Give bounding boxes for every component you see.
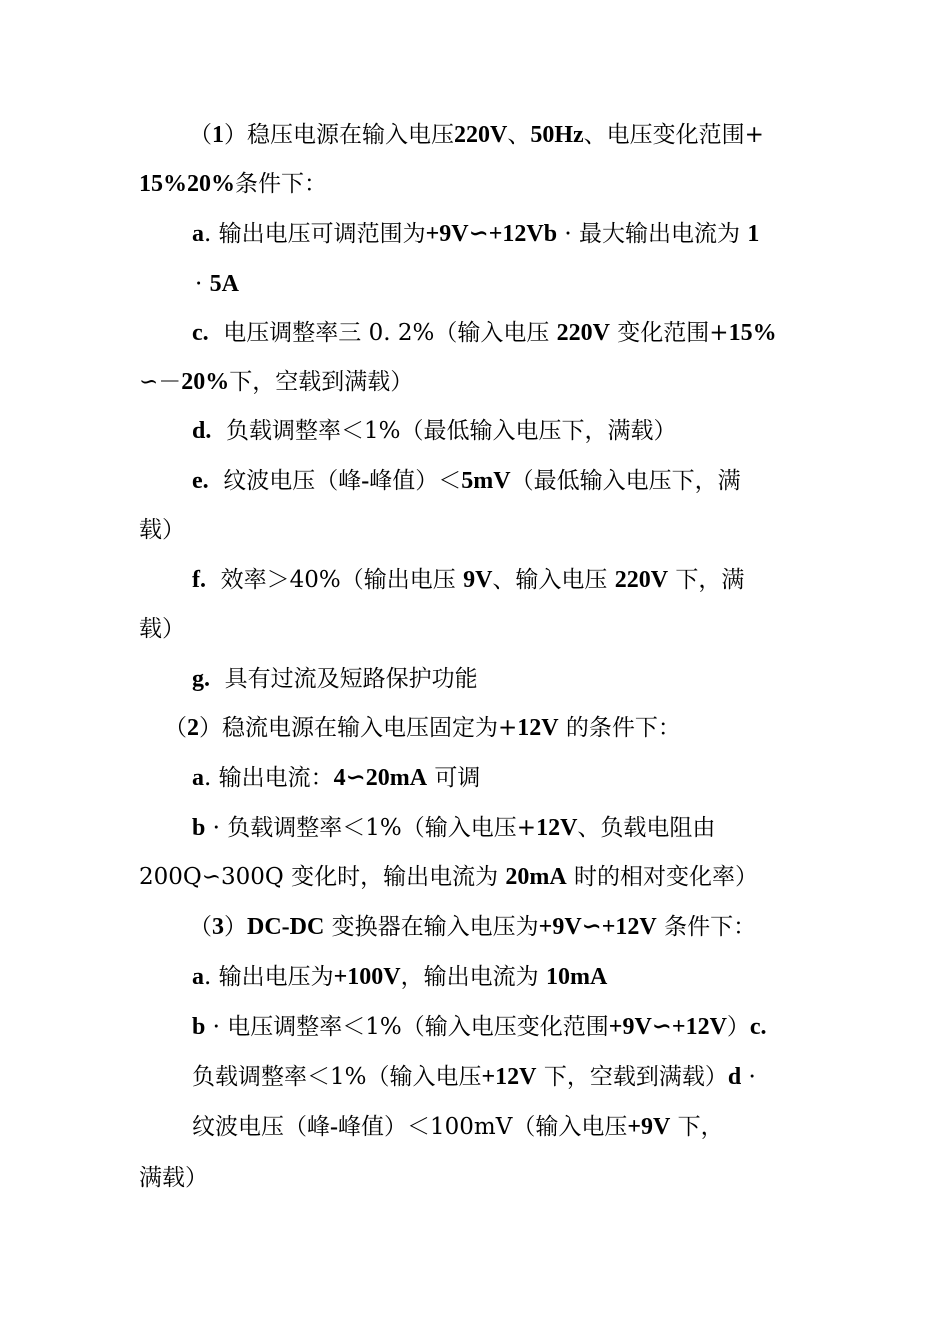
item-text: 负载调整率＜1%（输入电压: [192, 1064, 482, 1090]
item-text: 峰值）＜100mV（输入电压: [338, 1114, 628, 1140]
spec-item-d: [192, 416, 676, 446]
item-text: 满载）: [139, 1165, 208, 1191]
item-text: 变化范围+: [610, 320, 729, 346]
item-text: （最低输入电压下，满: [510, 468, 741, 494]
item-label: c.: [192, 320, 209, 346]
value-range: +9V∽+12V: [538, 914, 657, 940]
item-text: 、负载电阻由: [577, 815, 716, 841]
value-current: 10mA: [545, 964, 608, 990]
value-100v: +100V: [333, 964, 401, 990]
section2-heading-text: ）稳流电源在输入电压固定为+: [199, 715, 518, 741]
section1-number: 1: [212, 122, 224, 148]
separator: 、: [507, 122, 531, 148]
value-range: +9V∽+12Vb: [425, 221, 558, 247]
item-text: 效率＞40%（输出电压: [220, 567, 464, 593]
item-text: . 输出电压为: [204, 964, 334, 990]
item-text: 纹波电压（峰: [223, 468, 362, 494]
value-50hz: 50Hz: [530, 122, 584, 148]
item-text: 负载调整率＜1%（最低输入电压下，满载）: [225, 418, 677, 444]
value-220v: 220V: [556, 320, 610, 346]
item-text: 下，满: [668, 567, 745, 593]
spec-item-b-cont: [139, 862, 758, 892]
section1-heading-cont: [139, 169, 327, 199]
spec-item-a: [192, 763, 480, 793]
section2-heading: （2）稳流电源在输入电压固定为+12V 的条件下：: [164, 715, 681, 741]
value-range: 15%20%: [139, 171, 235, 197]
item-label: d.: [192, 418, 212, 444]
item-text: 时的相对变化率）: [566, 864, 759, 890]
item-text: 下，: [670, 1114, 724, 1140]
item-label: b: [192, 1014, 206, 1040]
dot: ·: [195, 271, 203, 297]
item-text: . 输出电压可调范围为: [204, 221, 426, 247]
section3-heading-text: ）: [224, 914, 247, 940]
item-label: a: [192, 964, 204, 990]
item-text: 200Q∽300Q 变化时，输出电流为: [139, 864, 506, 890]
item-text: 下，空载到满载）: [536, 1064, 728, 1090]
item-text: 可调: [427, 765, 481, 791]
section3-heading-text: 变换器在输入电压为: [324, 914, 539, 940]
spec-item-c: [192, 318, 777, 348]
section2-number: 2: [187, 715, 199, 741]
item-text: · 负载调整率＜1%（输入电压+: [205, 815, 537, 841]
value-current: 20mA: [505, 864, 567, 890]
item-text: · 最大输出电流为: [557, 221, 748, 247]
item-text: · 电压调整率＜1%（输入电压变化范围: [205, 1014, 609, 1040]
item-text: 载）: [139, 616, 185, 642]
value-percent: 15%: [728, 320, 777, 346]
value-ripple: 5mV: [461, 468, 511, 494]
spec-item-f: [192, 565, 744, 595]
value-9v: +9V: [627, 1114, 671, 1140]
spec-item-a: [192, 962, 607, 992]
spec-item-g: [192, 664, 478, 694]
spec-item-c-cont: [139, 367, 413, 397]
section3-heading-text: 条件下：: [656, 914, 757, 940]
spec-item-e-cont: [139, 515, 185, 545]
item-text: 电压调整率三 0. 2%（输入电压: [223, 320, 557, 346]
item-text: 、输入电压: [492, 567, 615, 593]
spec-item-e: [192, 466, 741, 496]
spec-item-a-cont: [195, 269, 239, 299]
item-text: ）: [726, 1014, 750, 1040]
item-label: d: [727, 1064, 742, 1090]
value-dcdc: DC-DC: [247, 914, 325, 940]
item-label: a: [192, 765, 204, 791]
item-text: 峰值）＜: [369, 468, 462, 494]
item-label: g.: [192, 666, 210, 692]
value-12v: 12V: [536, 815, 578, 841]
spec-item-b: [192, 1012, 767, 1042]
dot: ·: [741, 1064, 756, 1090]
section1-heading-text: 、电压变化范围+: [583, 122, 764, 148]
item-text: . 输出电流：: [204, 765, 334, 791]
value-percent: 20%: [181, 369, 230, 395]
section1-heading-text: ）稳压电源在输入电压: [224, 122, 454, 148]
value-12v: 12V: [517, 715, 559, 741]
item-label: e.: [192, 468, 209, 494]
section3-number: 3: [212, 914, 224, 940]
spec-item-d: [192, 1112, 724, 1142]
value-current: 1: [747, 221, 760, 247]
item-text: ，输出电流为: [400, 964, 546, 990]
item-label: a: [192, 221, 204, 247]
value-current: 5A: [209, 271, 239, 297]
value-220v: 220V: [614, 567, 669, 593]
item-text: 载）: [139, 517, 185, 543]
section3-heading: （3）DC-DC 变换器在输入电压为+9V∽+12V 条件下：: [189, 914, 757, 940]
spec-item-b: [192, 813, 715, 843]
item-label: f.: [192, 567, 206, 593]
spec-item-a: [192, 219, 759, 249]
section2-heading-text: 的条件下：: [558, 715, 681, 741]
spec-item-c: [192, 1062, 756, 1092]
section1-heading-text: 条件下：: [235, 171, 327, 197]
item-label: b: [192, 815, 206, 841]
spec-item-d-cont: [139, 1163, 208, 1193]
value-range: 4∽20mA: [333, 765, 428, 791]
value-9v: 9V: [463, 567, 493, 593]
item-text: 纹波电压（峰: [192, 1114, 330, 1140]
item-text: 下，空载到满载）: [229, 369, 414, 395]
item-text: 具有过流及短路保护功能: [224, 666, 478, 692]
value-12v: +12V: [481, 1064, 537, 1090]
value-220v: 220V: [454, 122, 508, 148]
section1-heading: （1）稳压电源在输入电压220V、50Hz、电压变化范围+: [189, 122, 764, 148]
spec-item-f-cont: [139, 614, 185, 644]
dash: -: [330, 1114, 338, 1140]
item-label: c.: [749, 1014, 767, 1040]
dash: -: [361, 468, 370, 494]
item-text: ∽－: [139, 369, 182, 395]
value-range: +9V∽+12V: [608, 1014, 727, 1040]
